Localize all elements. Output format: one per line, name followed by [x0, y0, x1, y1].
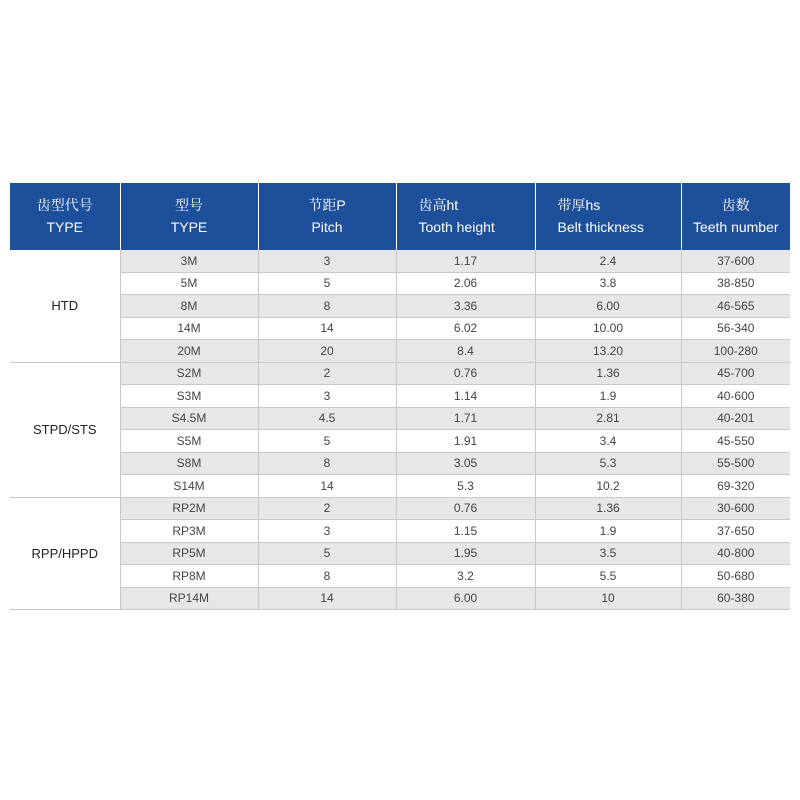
tooth-height-cell: 0.76	[396, 362, 535, 385]
header-row	[10, 183, 790, 250]
belt-thickness-cell: 2.81	[535, 407, 681, 430]
pitch-cell: 2	[258, 497, 396, 520]
belt-thickness-cell: 2.4	[535, 250, 681, 273]
table-row	[10, 340, 790, 363]
teeth-number-cell: 55-500	[681, 452, 790, 475]
tooth-height-cell: 3.05	[396, 452, 535, 475]
belt-thickness-cell: 1.9	[535, 385, 681, 408]
header-zh: 齿高ht	[418, 197, 459, 213]
tooth-height-cell: 6.02	[396, 317, 535, 340]
belt-thickness-cell: 10	[535, 587, 681, 610]
pitch-cell: 3	[258, 520, 396, 543]
tooth-height-cell: 6.00	[396, 587, 535, 610]
model-cell: RP3M	[120, 520, 258, 543]
group-label: RPP/HPPD	[10, 497, 120, 610]
tooth-height-cell: 1.14	[396, 385, 535, 408]
pitch-cell: 5	[258, 272, 396, 295]
table-row	[10, 385, 790, 408]
tooth-height-cell: 3.36	[396, 295, 535, 318]
model-cell: 8M	[120, 295, 258, 318]
table-row	[10, 407, 790, 430]
table-row	[10, 520, 790, 543]
table-row	[10, 452, 790, 475]
teeth-number-cell: 40-600	[681, 385, 790, 408]
table-row	[10, 272, 790, 295]
table-row	[10, 587, 790, 610]
header-pitch	[258, 183, 396, 250]
teeth-number-cell: 46-565	[681, 295, 790, 318]
belt-thickness-cell: 1.9	[535, 520, 681, 543]
pitch-cell: 3	[258, 250, 396, 273]
belt-thickness-cell: 3.4	[535, 430, 681, 453]
model-cell: S3M	[120, 385, 258, 408]
header-zh: 型号	[175, 197, 203, 213]
belt-thickness-cell: 10.2	[535, 475, 681, 498]
pitch-cell: 20	[258, 340, 396, 363]
pitch-cell: 14	[258, 317, 396, 340]
model-cell: 5M	[120, 272, 258, 295]
model-cell: S4.5M	[120, 407, 258, 430]
teeth-number-cell: 56-340	[681, 317, 790, 340]
group-label: STPD/STS	[10, 362, 120, 497]
tooth-height-cell: 1.71	[396, 407, 535, 430]
header-zh: 带厚hs	[557, 197, 601, 213]
table-header	[10, 183, 790, 250]
teeth-number-cell: 40-800	[681, 542, 790, 565]
header-en: TYPE	[170, 219, 208, 235]
teeth-number-cell: 30-600	[681, 497, 790, 520]
pitch-cell: 8	[258, 295, 396, 318]
pitch-cell: 14	[258, 475, 396, 498]
belt-thickness-cell: 6.00	[535, 295, 681, 318]
model-cell: RP5M	[120, 542, 258, 565]
header-en: Teeth number	[692, 219, 779, 235]
header-tooth-height	[396, 183, 535, 250]
header-en: TYPE	[46, 219, 84, 235]
timing-belt-spec-table	[10, 183, 790, 610]
tooth-height-cell: 5.3	[396, 475, 535, 498]
table-row	[10, 295, 790, 318]
model-cell: S14M	[120, 475, 258, 498]
pitch-cell: 8	[258, 565, 396, 588]
model-cell: S8M	[120, 452, 258, 475]
model-cell: S2M	[120, 362, 258, 385]
table-row	[10, 542, 790, 565]
header-tooth-type	[10, 183, 120, 250]
pitch-cell: 8	[258, 452, 396, 475]
table-row	[10, 362, 790, 385]
header-model	[120, 183, 258, 250]
model-cell: S5M	[120, 430, 258, 453]
table-row	[10, 497, 790, 520]
tooth-height-cell: 1.15	[396, 520, 535, 543]
table-row	[10, 430, 790, 453]
header-en: Belt thickness	[557, 219, 644, 235]
teeth-number-cell: 60-380	[681, 587, 790, 610]
teeth-number-cell: 37-650	[681, 520, 790, 543]
tooth-height-cell: 1.17	[396, 250, 535, 273]
teeth-number-cell: 100-280	[681, 340, 790, 363]
table-row	[10, 317, 790, 340]
belt-thickness-cell: 10.00	[535, 317, 681, 340]
teeth-number-cell: 45-550	[681, 430, 790, 453]
header-belt-thickness	[535, 183, 681, 250]
model-cell: 3M	[120, 250, 258, 273]
pitch-cell: 5	[258, 542, 396, 565]
belt-thickness-cell: 13.20	[535, 340, 681, 363]
belt-thickness-cell: 5.5	[535, 565, 681, 588]
table-row	[10, 475, 790, 498]
belt-thickness-cell: 5.3	[535, 452, 681, 475]
table-row	[10, 565, 790, 588]
header-en: Pitch	[311, 219, 343, 235]
tooth-height-cell: 1.95	[396, 542, 535, 565]
belt-thickness-cell: 1.36	[535, 497, 681, 520]
model-cell: 20M	[120, 340, 258, 363]
table-row	[10, 250, 790, 273]
teeth-number-cell: 38-850	[681, 272, 790, 295]
teeth-number-cell: 40-201	[681, 407, 790, 430]
teeth-number-cell: 37-600	[681, 250, 790, 273]
pitch-cell: 4.5	[258, 407, 396, 430]
teeth-number-cell: 45-700	[681, 362, 790, 385]
tooth-height-cell: 8.4	[396, 340, 535, 363]
tooth-height-cell: 1.91	[396, 430, 535, 453]
header-zh: 节距P	[308, 197, 346, 213]
header-teeth-number	[681, 183, 790, 250]
teeth-number-cell: 50-680	[681, 565, 790, 588]
model-cell: RP14M	[120, 587, 258, 610]
belt-thickness-cell: 3.8	[535, 272, 681, 295]
tooth-height-cell: 0.76	[396, 497, 535, 520]
model-cell: RP2M	[120, 497, 258, 520]
header-zh: 齿型代号	[36, 197, 93, 213]
belt-thickness-cell: 1.36	[535, 362, 681, 385]
tooth-height-cell: 3.2	[396, 565, 535, 588]
table-body	[10, 250, 790, 610]
model-cell: RP8M	[120, 565, 258, 588]
model-cell: 14M	[120, 317, 258, 340]
tooth-height-cell: 2.06	[396, 272, 535, 295]
group-label: HTD	[10, 250, 120, 363]
header-en: Tooth height	[418, 219, 495, 235]
pitch-cell: 14	[258, 587, 396, 610]
pitch-cell: 5	[258, 430, 396, 453]
belt-thickness-cell: 3.5	[535, 542, 681, 565]
header-zh: 齿数	[721, 197, 750, 213]
pitch-cell: 3	[258, 385, 396, 408]
teeth-number-cell: 69-320	[681, 475, 790, 498]
pitch-cell: 2	[258, 362, 396, 385]
